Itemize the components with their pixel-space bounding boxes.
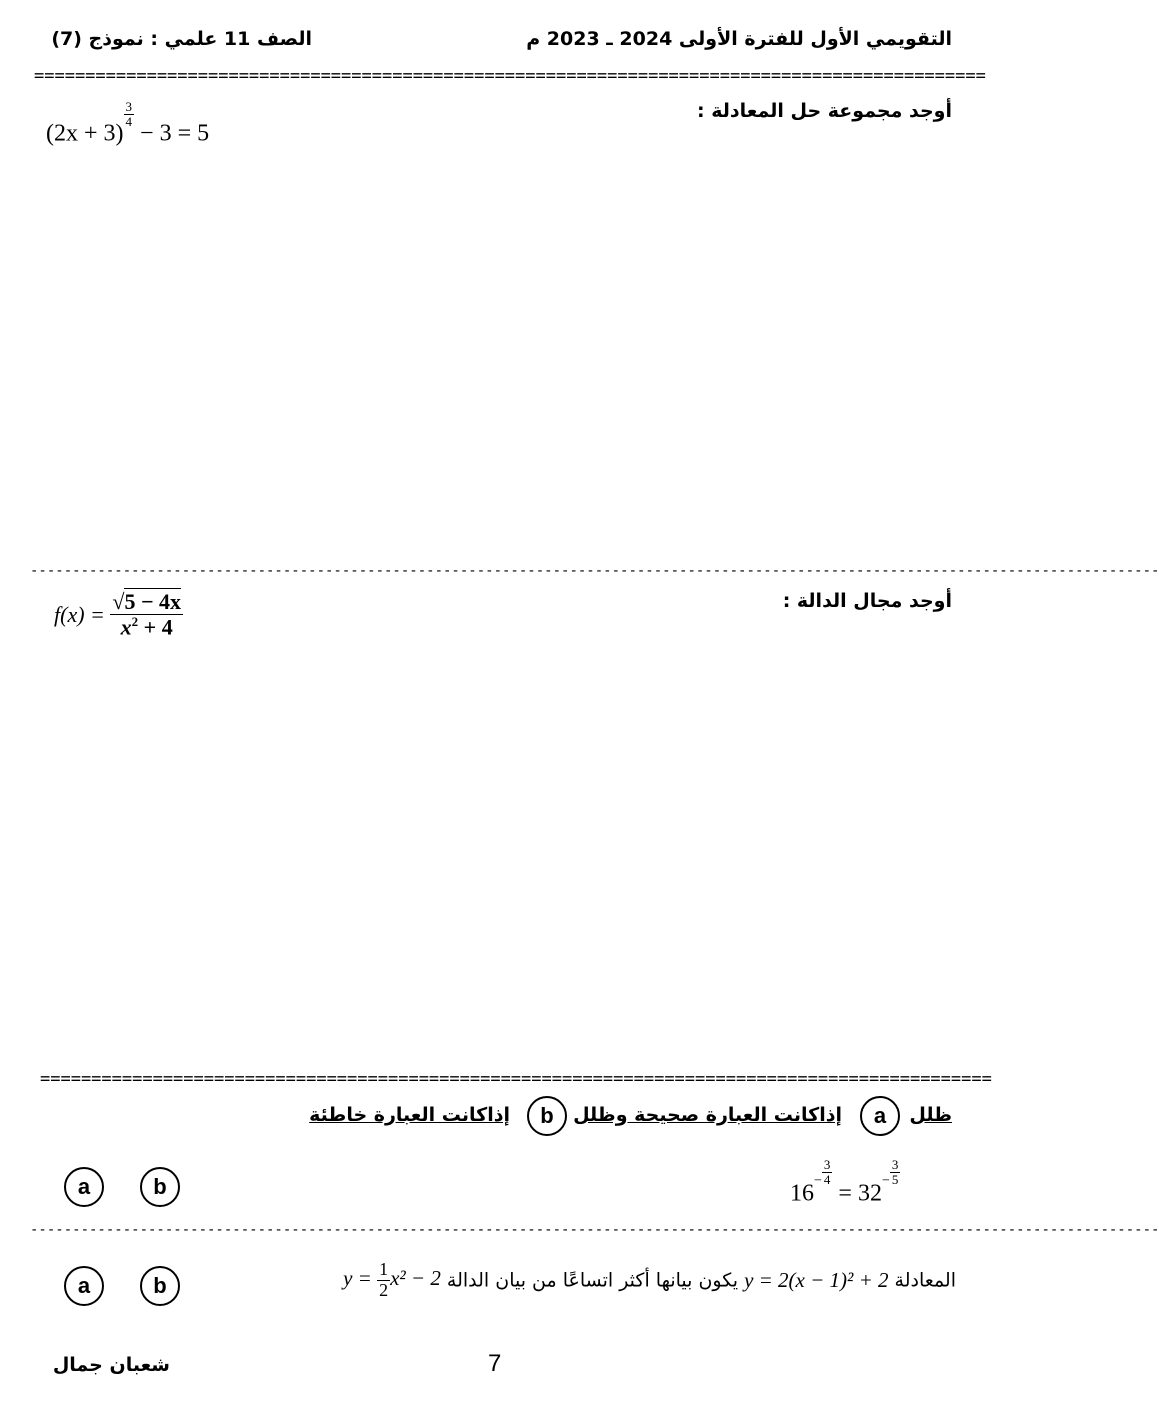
double-rule-bottom: ============================================================================================= xyxy=(40,1069,992,1089)
q2-den-var: x xyxy=(120,614,132,640)
tf-instruction-part1: ظلل xyxy=(909,1104,952,1126)
tf2-f2: y = $\frac{1}{2}$ x² − 2 xyxy=(343,1259,441,1300)
q2-den-exp: 2 xyxy=(131,614,139,630)
q2-lhs: f(x) = xyxy=(54,601,105,627)
tf2-text-mid: يكون بيانها أكثر اتساعًا من بيان الدالة xyxy=(446,1269,739,1292)
q2-fraction: $\frac{√5 - 4x}{x^2 + 4}$ xyxy=(112,589,181,640)
exam-title: التقويمي الأول للفترة الأولى 2024 ـ 2023 م xyxy=(526,28,952,50)
tf1-rhs-base: 32 xyxy=(857,1180,882,1207)
author-name: شعبان جمال xyxy=(52,1354,170,1376)
tf1-option-b[interactable]: b xyxy=(140,1167,180,1207)
tf1-rhs-exp: $\frac{3}{5}$ xyxy=(891,1157,899,1188)
option-a-indicator: a xyxy=(860,1096,900,1136)
tf2-f1: y = 2(x − 1)² + 2 xyxy=(744,1267,889,1292)
option-b-indicator: b xyxy=(527,1096,567,1136)
q2-function xyxy=(54,590,183,640)
dashed-rule-1: -------------------------------------------------------------------------------------------------------------------------------------- xyxy=(30,563,1159,579)
tf-instruction-part3: إذاكانت العبارة خاطئة xyxy=(309,1104,510,1126)
tf2-option-b[interactable]: b xyxy=(140,1266,180,1306)
q2-numerator: 5 − 4x xyxy=(124,589,181,614)
tf2-statement xyxy=(343,1260,956,1301)
tf1-statement: 16− $\frac{3}{4}$ = 32− $\frac{3}{5}$ xyxy=(790,1157,899,1207)
tf1-option-a[interactable]: a xyxy=(64,1167,104,1207)
q1-exponent: $\frac{3}{4}$ xyxy=(125,99,133,130)
tf1-equals: = xyxy=(838,1180,852,1207)
grade-model-label: الصف 11 علمي : نموذج (7) xyxy=(51,28,312,50)
q1-prompt: أوجد مجموعة حل المعادلة : xyxy=(697,100,952,122)
page-number: 7 xyxy=(488,1350,502,1377)
tf2-word-equation: المعادلة xyxy=(894,1269,956,1292)
double-rule-top: ============================================================================================= xyxy=(34,66,986,86)
q1-equation xyxy=(46,100,209,147)
q1-base: (2x + 3) xyxy=(46,120,124,147)
tf1-lhs-base: 16 xyxy=(790,1180,814,1207)
tf1-lhs-exp: $\frac{3}{4}$ xyxy=(823,1157,831,1188)
dashed-rule-2: -------------------------------------------------------------------------------------------------------------------------------------- xyxy=(30,1222,1159,1238)
q1-rest: − 3 = 5 xyxy=(140,120,210,147)
tf2-option-a[interactable]: a xyxy=(64,1266,104,1306)
tf-instruction-part2: إذاكانت العبارة صحيحة وظلل xyxy=(573,1104,842,1126)
q2-prompt: أوجد مجال الدالة : xyxy=(782,590,952,612)
q2-den-rest: + 4 xyxy=(143,614,173,640)
